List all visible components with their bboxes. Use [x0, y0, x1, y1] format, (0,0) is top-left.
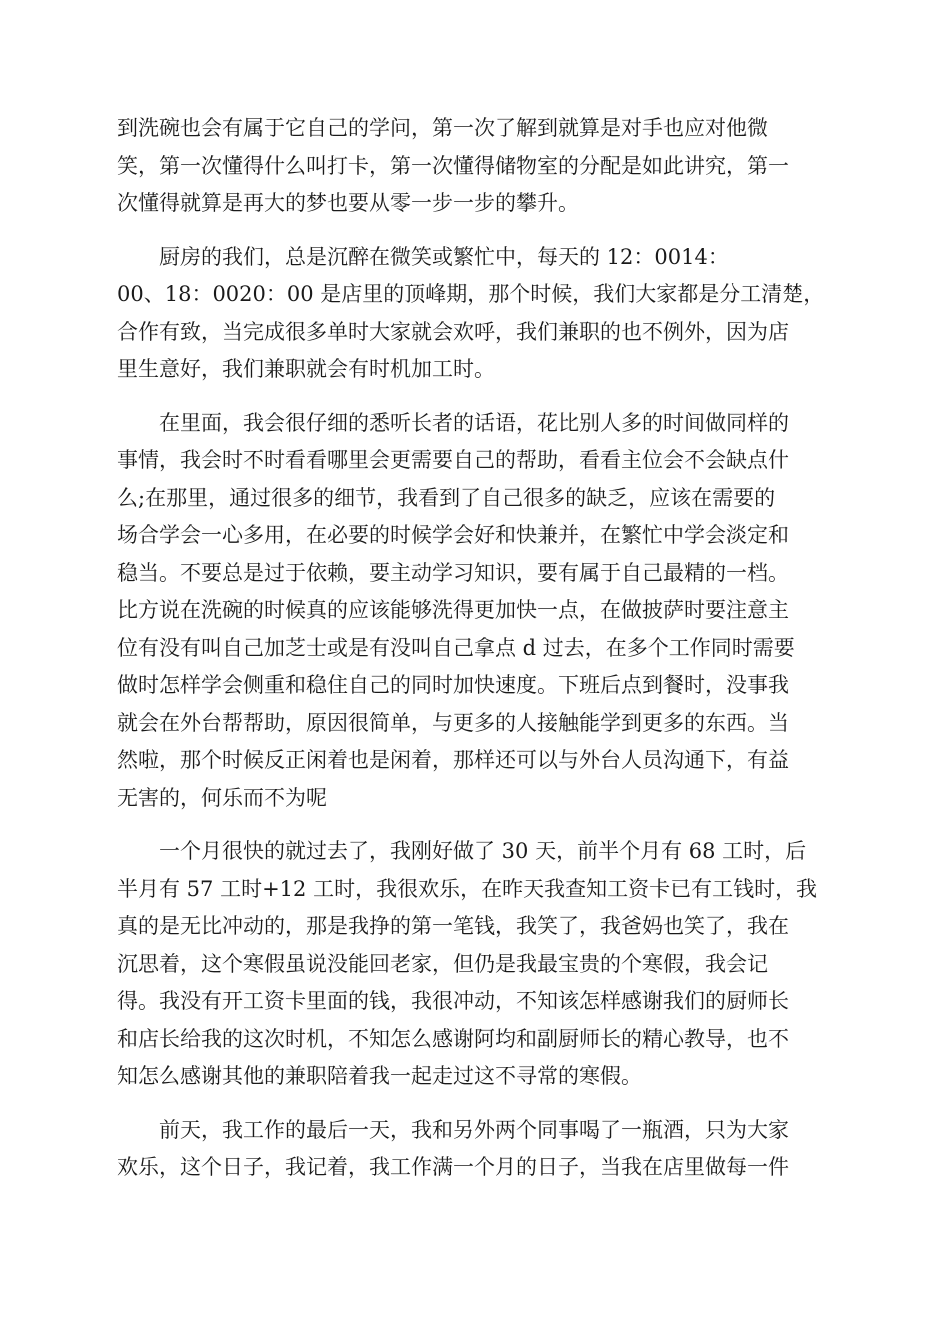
paragraph: 厨房的我们，总是沉醉在微笑或繁忙中，每天的 12：0014： 00、18：0020：00 是店里的顶峰期，那个时候，我们大家都是分工清楚， 合作有致，当完成很多单时大家就会欢呼，我们兼职的也不例外，因为店 里生意好，我们兼职就会有时机加工时。	[117, 244, 825, 381]
paragraph: 一个月很快的就过去了，我刚好做了 30 天，前半个月有 68 工时，后 半月有 57 工时+12 工时，我很欢乐，在昨天我查知工资卡已有工钱时，我 真的是无比冲动的，那是我挣的第一笔钱，我笑了，我爸妈也笑了，我在 沉思着，这个寒假虽说没能回老家，但仍是我最宝贵的个寒假，我会记 得。我没有开工资卡里面的钱，我很冲动，不知该怎样感谢我们的厨师长 和店长给我的这次时机，不知怎么感谢阿均和副厨师长的精心教导，也不 知怎么感谢其他的兼职陪着我一起走过这不寻常的寒假。	[117, 839, 818, 1088]
paragraph: 在里面，我会很仔细的悉听长者的话语，花比别人多的时间做同样的 事情，我会时不时看看哪里会更需要自己的帮助，看看主位会不会缺点什 么;在那里，通过很多的细节，我看到了自己很多的缺乏，应该在需要的 场合学会一心多用，在必要的时候学会好和快兼并，在繁忙中学会淡定和 稳当。不要总是过于依赖，要主动学习知识，要有属于自己最精的一档。 比方说在洗碗的时候真的应该能够洗得更加快一点，在做披萨时要注意主 位有没有叫自己加芝士或是有没叫自己拿点 d 过去，在多个工作同时需要 做时怎样学会侧重和稳住自己的同时加快速度。下班后点到餐时，没事我 就会在外台帮帮助，原因很简单，与更多的人接触能学到更多的东西。当 然啦，那个时候反正闲着也是闲着，那样还可以与外台人员沟通下，有益 无害的，何乐而不为呢	[117, 410, 795, 810]
body-text	[117, 110, 835, 1203]
paragraph: 到洗碗也会有属于它自己的学问，第一次了解到就算是对手也应对他微 笑，第一次懂得什么叫打卡，第一次懂得储物室的分配是如此讲究，第一 次懂得就算是再大的梦也要从零一步一步的攀升。	[117, 116, 789, 215]
paragraph: 前天，我工作的最后一天，我和另外两个同事喝了一瓶酒，只为大家 欢乐，这个日子，我记着，我工作满一个月的日子，当我在店里做每一件	[117, 1117, 789, 1179]
